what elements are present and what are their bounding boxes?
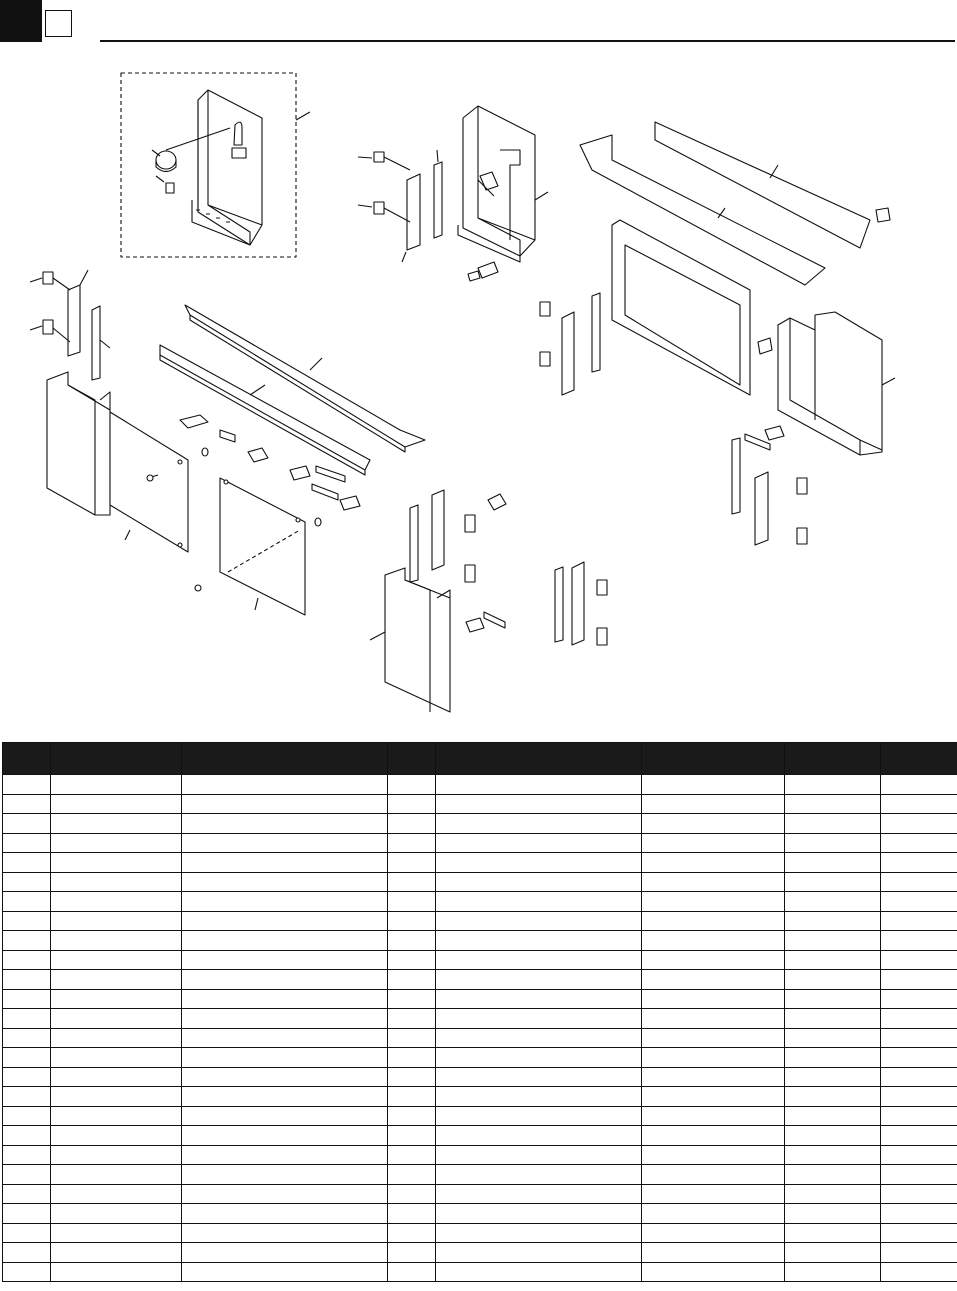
table-cell <box>642 1106 785 1126</box>
table-row <box>3 1165 957 1185</box>
table-row <box>3 872 957 892</box>
column-header <box>51 743 182 775</box>
table-cell <box>51 1087 182 1107</box>
table-cell <box>642 794 785 814</box>
table-cell <box>388 872 436 892</box>
table-cell <box>3 1126 51 1146</box>
table-cell <box>51 794 182 814</box>
table-cell <box>51 931 182 951</box>
table-cell <box>785 1028 881 1048</box>
table-cell <box>436 1009 642 1029</box>
table-cell <box>785 1145 881 1165</box>
table-cell <box>51 989 182 1009</box>
table-cell <box>388 1087 436 1107</box>
table-cell <box>3 892 51 912</box>
table-cell <box>388 794 436 814</box>
table-cell <box>182 794 388 814</box>
corner-box-upper <box>458 106 548 262</box>
table-cell <box>182 1165 388 1185</box>
table-cell <box>642 1048 785 1068</box>
table-cell <box>51 853 182 873</box>
table-cell <box>182 1184 388 1204</box>
small-clips-lower <box>466 612 505 632</box>
table-cell <box>3 814 51 834</box>
table-cell <box>436 892 642 912</box>
bracket-pair-lower-centre <box>410 490 506 582</box>
table-cell <box>3 1028 51 1048</box>
table-cell <box>785 1087 881 1107</box>
table-cell <box>388 892 436 912</box>
table-cell <box>881 872 957 892</box>
table-cell <box>51 1165 182 1185</box>
table-cell <box>3 970 51 990</box>
table-cell <box>182 1262 388 1282</box>
table-cell <box>881 1262 957 1282</box>
table-cell <box>436 1126 642 1146</box>
table-cell <box>785 872 881 892</box>
table-row <box>3 1243 957 1263</box>
table-cell <box>785 970 881 990</box>
table-cell <box>436 1165 642 1185</box>
table-cell <box>3 1184 51 1204</box>
table-cell <box>3 1009 51 1029</box>
table-cell <box>785 1048 881 1068</box>
table-row <box>3 911 957 931</box>
table-cell <box>51 814 182 834</box>
table-cell <box>881 1204 957 1224</box>
table-cell <box>785 989 881 1009</box>
table-cell <box>881 1145 957 1165</box>
table-row <box>3 1126 957 1146</box>
table-cell <box>642 853 785 873</box>
table-cell <box>182 1106 388 1126</box>
table-cell <box>642 1262 785 1282</box>
table-cell <box>881 833 957 853</box>
table-cell <box>388 1223 436 1243</box>
table-row <box>3 1087 957 1107</box>
table-cell <box>881 1048 957 1068</box>
table-cell <box>881 931 957 951</box>
table-cell <box>642 833 785 853</box>
table-row <box>3 1028 957 1048</box>
table-cell <box>785 911 881 931</box>
table-cell <box>3 1087 51 1107</box>
bracket-pair-mid-right <box>540 293 600 395</box>
table-cell <box>881 1106 957 1126</box>
table-cell <box>642 950 785 970</box>
table-cell <box>182 911 388 931</box>
table-row <box>3 1223 957 1243</box>
table-cell <box>182 1204 388 1224</box>
table-cell <box>881 1067 957 1087</box>
table-cell <box>3 1223 51 1243</box>
table-cell <box>3 911 51 931</box>
table-cell <box>388 853 436 873</box>
side-panel-centre <box>195 478 321 615</box>
table-cell <box>642 1223 785 1243</box>
table-cell <box>182 872 388 892</box>
table-cell <box>785 1106 881 1126</box>
table-cell <box>182 814 388 834</box>
table-cell <box>881 853 957 873</box>
table-cell <box>436 1048 642 1068</box>
table-row <box>3 853 957 873</box>
table-cell <box>642 1028 785 1048</box>
table-cell <box>3 794 51 814</box>
table-cell <box>881 892 957 912</box>
table-cell <box>182 892 388 912</box>
table-header-row <box>3 743 957 775</box>
table-cell <box>642 775 785 795</box>
table-cell <box>3 1243 51 1263</box>
table-cell <box>51 1145 182 1165</box>
table-cell <box>436 1106 642 1126</box>
table-cell <box>436 814 642 834</box>
table-cell <box>785 931 881 951</box>
table-cell <box>51 1223 182 1243</box>
table-cell <box>785 1126 881 1146</box>
table-cell <box>436 833 642 853</box>
table-cell <box>881 1223 957 1243</box>
table-cell <box>182 833 388 853</box>
bracket-pair-lower-right <box>555 562 607 645</box>
table-cell <box>182 989 388 1009</box>
table-cell <box>388 989 436 1009</box>
table-cell <box>436 1262 642 1282</box>
table-cell <box>51 1243 182 1263</box>
table-cell <box>388 1106 436 1126</box>
table-row <box>3 1262 957 1282</box>
table-cell <box>785 1204 881 1224</box>
table-cell <box>642 1145 785 1165</box>
table-cell <box>182 931 388 951</box>
table-cell <box>51 1009 182 1029</box>
table-cell <box>785 1009 881 1029</box>
table-cell <box>785 853 881 873</box>
parts-list-table <box>2 742 957 1282</box>
table-cell <box>3 1145 51 1165</box>
table-cell <box>51 872 182 892</box>
table-cell <box>642 970 785 990</box>
table-cell <box>785 1223 881 1243</box>
table-cell <box>881 1184 957 1204</box>
table-cell <box>388 1145 436 1165</box>
table-row <box>3 1204 957 1224</box>
table-cell <box>182 1087 388 1107</box>
table-cell <box>881 1087 957 1107</box>
table-cell <box>388 1067 436 1087</box>
table-cell <box>3 1165 51 1185</box>
table-cell <box>642 989 785 1009</box>
table-cell <box>388 814 436 834</box>
table-cell <box>3 1067 51 1087</box>
small-clips-centre <box>290 466 360 510</box>
column-header <box>881 743 957 775</box>
table-cell <box>642 1067 785 1087</box>
table-cell <box>436 950 642 970</box>
table-cell <box>51 1067 182 1087</box>
table-row <box>3 1048 957 1068</box>
table-cell <box>436 775 642 795</box>
table-cell <box>182 1243 388 1263</box>
table-cell <box>388 1165 436 1185</box>
table-cell <box>388 1204 436 1224</box>
table-cell <box>3 1204 51 1224</box>
table-cell <box>642 1184 785 1204</box>
table-row <box>3 794 957 814</box>
table-cell <box>436 872 642 892</box>
table-row <box>3 970 957 990</box>
table-cell <box>182 1009 388 1029</box>
table-cell <box>881 970 957 990</box>
table-cell <box>785 1067 881 1087</box>
table-cell <box>388 833 436 853</box>
table-cell <box>785 775 881 795</box>
table-cell <box>436 970 642 990</box>
table-cell <box>881 814 957 834</box>
column-header <box>388 743 436 775</box>
table-cell <box>881 1028 957 1048</box>
table-cell <box>881 989 957 1009</box>
table-cell <box>51 833 182 853</box>
table-cell <box>51 1262 182 1282</box>
table-cell <box>51 1106 182 1126</box>
end-panel-left <box>47 372 110 515</box>
table-row <box>3 1145 957 1165</box>
table-cell <box>51 1048 182 1068</box>
table-cell <box>881 950 957 970</box>
table-cell <box>51 1204 182 1224</box>
table-cell <box>642 1204 785 1224</box>
table-row <box>3 833 957 853</box>
table-cell <box>881 1009 957 1029</box>
table-cell <box>881 1126 957 1146</box>
table-cell <box>785 833 881 853</box>
table-row <box>3 1106 957 1126</box>
table-cell <box>182 853 388 873</box>
table-cell <box>642 931 785 951</box>
table-cell <box>642 1126 785 1146</box>
table-cell <box>785 1165 881 1185</box>
table-cell <box>3 989 51 1009</box>
table-cell <box>51 950 182 970</box>
table-cell <box>51 892 182 912</box>
table-cell <box>51 911 182 931</box>
table-cell <box>182 1067 388 1087</box>
corner-box-with-knob <box>152 90 262 245</box>
table-cell <box>436 989 642 1009</box>
table-row <box>3 892 957 912</box>
table-row <box>3 1067 957 1087</box>
table-cell <box>785 892 881 912</box>
table-cell <box>436 1145 642 1165</box>
table-cell <box>182 1223 388 1243</box>
table-cell <box>785 814 881 834</box>
table-cell <box>182 970 388 990</box>
table-cell <box>182 950 388 970</box>
table-cell <box>785 950 881 970</box>
table-cell <box>51 775 182 795</box>
table-cell <box>785 1243 881 1263</box>
table-cell <box>388 1243 436 1263</box>
column-header <box>436 743 642 775</box>
table-cell <box>436 1184 642 1204</box>
parts-table-body <box>3 775 957 1282</box>
table-cell <box>51 1184 182 1204</box>
table-cell <box>436 1223 642 1243</box>
table-cell <box>3 931 51 951</box>
column-header <box>182 743 388 775</box>
table-cell <box>436 1087 642 1107</box>
table-cell <box>785 1184 881 1204</box>
table-cell <box>642 1243 785 1263</box>
table-cell <box>3 1048 51 1068</box>
table-cell <box>881 794 957 814</box>
table-cell <box>182 1126 388 1146</box>
table-cell <box>3 775 51 795</box>
table-cell <box>3 1106 51 1126</box>
table-cell <box>182 775 388 795</box>
table-cell <box>182 1145 388 1165</box>
table-cell <box>51 1126 182 1146</box>
table-cell <box>642 911 785 931</box>
table-cell <box>436 931 642 951</box>
table-cell <box>51 1028 182 1048</box>
table-cell <box>642 892 785 912</box>
table-cell <box>388 1048 436 1068</box>
bracket-pair-left <box>30 270 110 380</box>
table-cell <box>3 853 51 873</box>
table-cell <box>881 775 957 795</box>
table-row <box>3 931 957 951</box>
table-cell <box>388 911 436 931</box>
table-cell <box>3 950 51 970</box>
table-row <box>3 814 957 834</box>
column-header <box>642 743 785 775</box>
table-row <box>3 989 957 1009</box>
table-row <box>3 950 957 970</box>
table-cell <box>388 1126 436 1146</box>
table-cell <box>3 1262 51 1282</box>
table-cell <box>785 1262 881 1282</box>
bracket-pair-lower-right-2 <box>732 426 807 545</box>
table-cell <box>642 1009 785 1029</box>
table-cell <box>388 1028 436 1048</box>
table-cell <box>881 1165 957 1185</box>
end-panel-lower-centre <box>370 568 450 712</box>
table-cell <box>388 950 436 970</box>
table-cell <box>436 1028 642 1048</box>
table-cell <box>182 1028 388 1048</box>
column-header <box>785 743 881 775</box>
table-cell <box>388 1262 436 1282</box>
table-cell <box>3 872 51 892</box>
table-cell <box>881 1243 957 1263</box>
table-cell <box>436 911 642 931</box>
table-cell <box>182 1048 388 1068</box>
table-cell <box>388 1009 436 1029</box>
table-cell <box>436 794 642 814</box>
table-cell <box>388 931 436 951</box>
table-cell <box>642 1087 785 1107</box>
frame-panel-right <box>612 220 750 395</box>
table-cell <box>436 853 642 873</box>
table-row <box>3 1009 957 1029</box>
table-cell <box>642 1165 785 1185</box>
table-row <box>3 1184 957 1204</box>
table-cell <box>388 1184 436 1204</box>
table-cell <box>3 833 51 853</box>
column-header <box>3 743 51 775</box>
table-cell <box>436 1204 642 1224</box>
table-cell <box>881 911 957 931</box>
table-cell <box>436 1067 642 1087</box>
table-row <box>3 775 957 795</box>
table-cell <box>388 970 436 990</box>
table-cell <box>436 1243 642 1263</box>
table-cell <box>388 775 436 795</box>
table-cell <box>51 970 182 990</box>
table-cell <box>642 814 785 834</box>
table-cell <box>642 872 785 892</box>
side-panel-left <box>110 412 188 552</box>
table-cell <box>785 794 881 814</box>
